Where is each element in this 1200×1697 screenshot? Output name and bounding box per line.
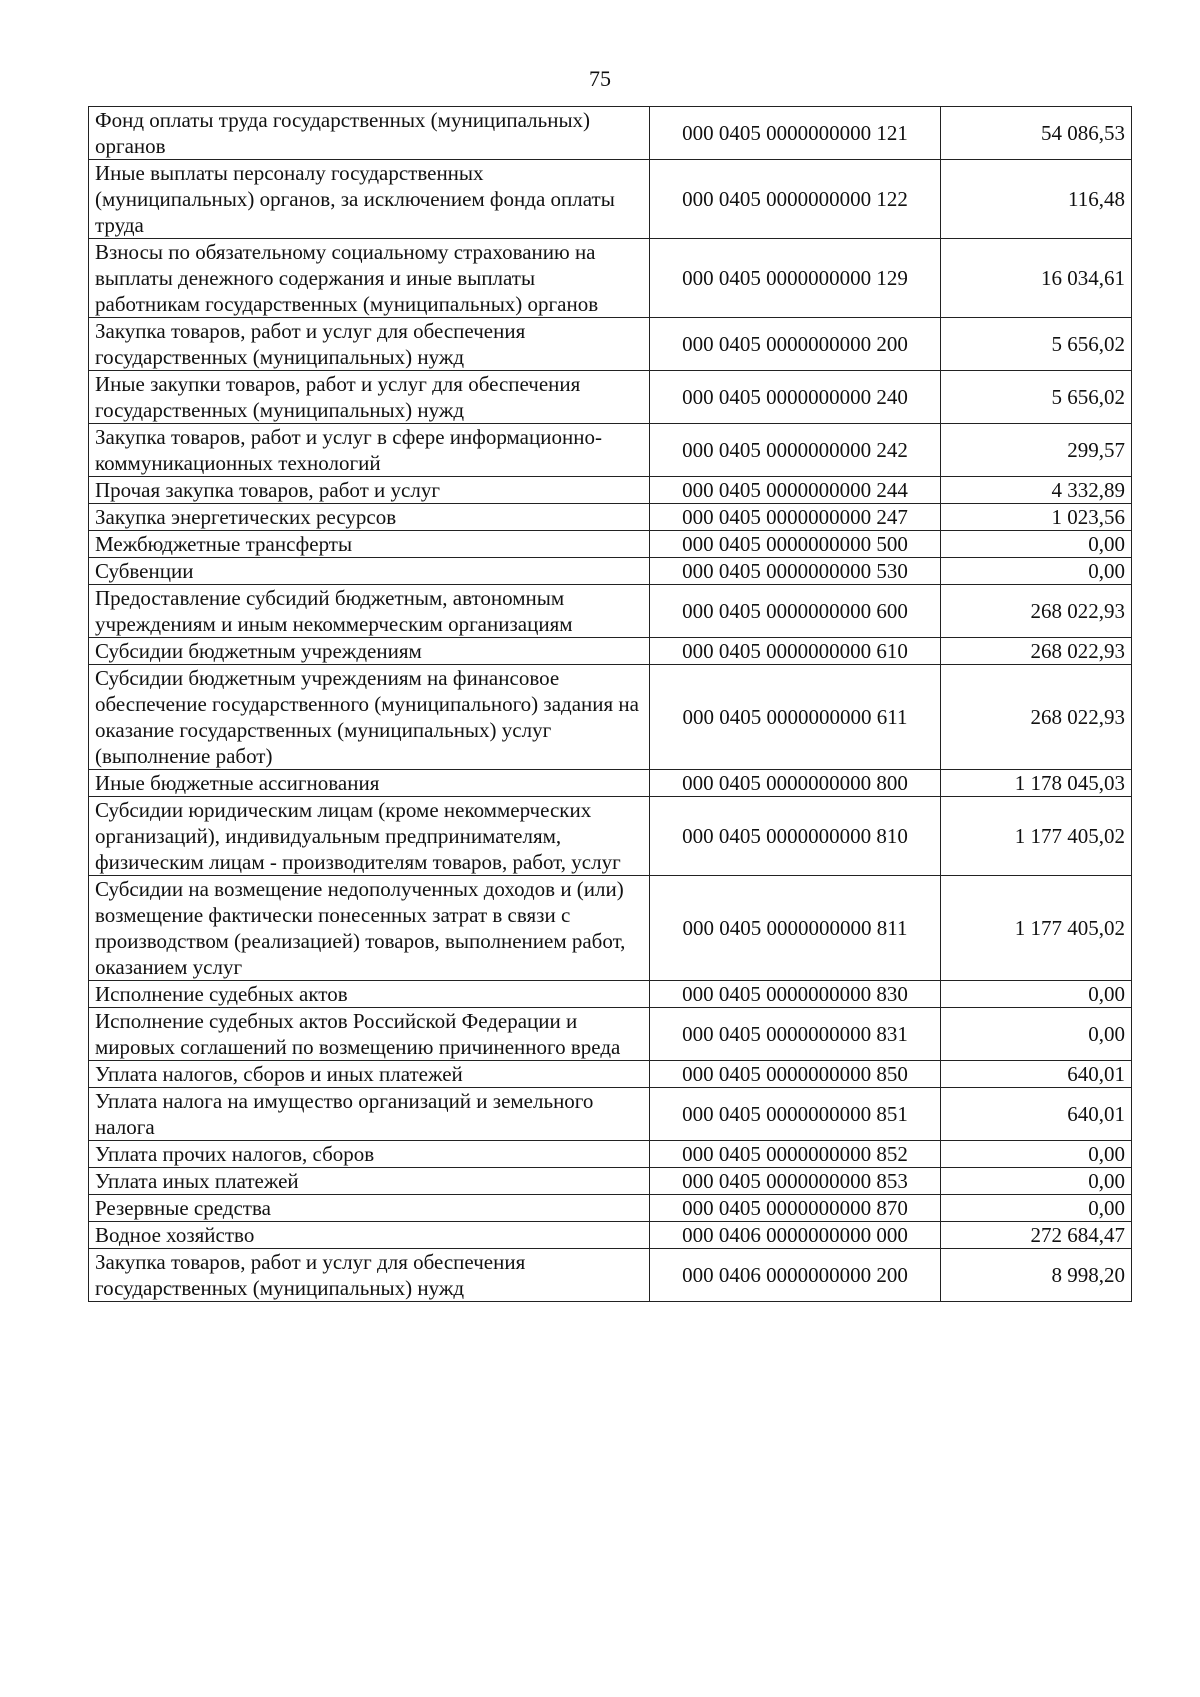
row-code-cell: 000 0405 0000000000 600 bbox=[650, 585, 941, 638]
row-name-cell: Резервные средства bbox=[89, 1195, 650, 1222]
row-name-cell: Прочая закупка товаров, работ и услуг bbox=[89, 477, 650, 504]
row-code-cell: 000 0405 0000000000 870 bbox=[650, 1195, 941, 1222]
row-name-cell: Иные бюджетные ассигнования bbox=[89, 770, 650, 797]
table-row bbox=[89, 160, 1132, 239]
table-row bbox=[89, 1249, 1132, 1302]
row-amount-cell: 640,01 bbox=[941, 1061, 1132, 1088]
table-row bbox=[89, 558, 1132, 585]
table-row bbox=[89, 981, 1132, 1008]
row-name-cell: Закупка товаров, работ и услуг для обеспечения государственных (муниципальных) нужд bbox=[89, 318, 650, 371]
row-code-cell: 000 0405 0000000000 811 bbox=[650, 876, 941, 981]
row-code-cell: 000 0405 0000000000 242 bbox=[650, 424, 941, 477]
row-amount-cell: 116,48 bbox=[941, 160, 1132, 239]
row-amount-cell: 5 656,02 bbox=[941, 318, 1132, 371]
row-amount-cell: 1 178 045,03 bbox=[941, 770, 1132, 797]
row-amount-cell: 0,00 bbox=[941, 1008, 1132, 1061]
row-amount-cell: 54 086,53 bbox=[941, 107, 1132, 160]
row-code-cell: 000 0405 0000000000 247 bbox=[650, 504, 941, 531]
row-name-cell: Фонд оплаты труда государственных (муниципальных) органов bbox=[89, 107, 650, 160]
table-row bbox=[89, 770, 1132, 797]
row-name-cell: Уплата налога на имущество организаций и земельного налога bbox=[89, 1088, 650, 1141]
row-amount-cell: 268 022,93 bbox=[941, 665, 1132, 770]
row-code-cell: 000 0405 0000000000 500 bbox=[650, 531, 941, 558]
table-row bbox=[89, 477, 1132, 504]
row-name-cell: Субсидии на возмещение недополученных доходов и (или) возмещение фактически понесенных затрат в связи с производством (реализацией) товаров, выполнением работ, оказанием услуг bbox=[89, 876, 650, 981]
row-name-cell: Закупка товаров, работ и услуг в сфере информационно-коммуникационных технологий bbox=[89, 424, 650, 477]
row-name-cell: Уплата прочих налогов, сборов bbox=[89, 1141, 650, 1168]
row-code-cell: 000 0405 0000000000 800 bbox=[650, 770, 941, 797]
row-code-cell: 000 0405 0000000000 810 bbox=[650, 797, 941, 876]
row-name-cell: Субсидии юридическим лицам (кроме некоммерческих организаций), индивидуальным предпринимателям, физическим лицам - производителям товаров, работ, услуг bbox=[89, 797, 650, 876]
row-name-cell: Закупка товаров, работ и услуг для обеспечения государственных (муниципальных) нужд bbox=[89, 1249, 650, 1302]
row-code-cell: 000 0405 0000000000 129 bbox=[650, 239, 941, 318]
table-row bbox=[89, 665, 1132, 770]
row-amount-cell: 1 177 405,02 bbox=[941, 876, 1132, 981]
page-number: 75 bbox=[589, 66, 611, 91]
row-code-cell: 000 0405 0000000000 530 bbox=[650, 558, 941, 585]
row-amount-cell: 8 998,20 bbox=[941, 1249, 1132, 1302]
row-name-cell: Водное хозяйство bbox=[89, 1222, 650, 1249]
table-row bbox=[89, 107, 1132, 160]
row-code-cell: 000 0405 0000000000 240 bbox=[650, 371, 941, 424]
table-row bbox=[89, 1168, 1132, 1195]
row-amount-cell: 0,00 bbox=[941, 1141, 1132, 1168]
row-name-cell: Взносы по обязательному социальному страхованию на выплаты денежного содержания и иные выплаты работникам государственных (муниципальных) органов bbox=[89, 239, 650, 318]
table-row bbox=[89, 424, 1132, 477]
row-name-cell: Уплата налогов, сборов и иных платежей bbox=[89, 1061, 650, 1088]
table-row bbox=[89, 585, 1132, 638]
row-code-cell: 000 0405 0000000000 122 bbox=[650, 160, 941, 239]
budget-table bbox=[88, 106, 1132, 1302]
row-name-cell: Исполнение судебных актов bbox=[89, 981, 650, 1008]
table-row bbox=[89, 504, 1132, 531]
row-amount-cell: 640,01 bbox=[941, 1088, 1132, 1141]
row-code-cell: 000 0405 0000000000 610 bbox=[650, 638, 941, 665]
table-row bbox=[89, 318, 1132, 371]
row-amount-cell: 0,00 bbox=[941, 1195, 1132, 1222]
row-name-cell: Субсидии бюджетным учреждениям на финансовое обеспечение государственного (муниципального) задания на оказание государственных (муниципальных) услуг (выполнение работ) bbox=[89, 665, 650, 770]
table-row bbox=[89, 1061, 1132, 1088]
table-row bbox=[89, 531, 1132, 558]
row-code-cell: 000 0405 0000000000 852 bbox=[650, 1141, 941, 1168]
row-code-cell: 000 0406 0000000000 000 bbox=[650, 1222, 941, 1249]
row-code-cell: 000 0405 0000000000 830 bbox=[650, 981, 941, 1008]
row-code-cell: 000 0405 0000000000 831 bbox=[650, 1008, 941, 1061]
row-name-cell: Иные выплаты персоналу государственных (муниципальных) органов, за исключением фонда оплаты труда bbox=[89, 160, 650, 239]
row-name-cell: Межбюджетные трансферты bbox=[89, 531, 650, 558]
row-amount-cell: 0,00 bbox=[941, 531, 1132, 558]
row-amount-cell: 299,57 bbox=[941, 424, 1132, 477]
row-name-cell: Предоставление субсидий бюджетным, автономным учреждениям и иным некоммерческим организациям bbox=[89, 585, 650, 638]
row-amount-cell: 1 023,56 bbox=[941, 504, 1132, 531]
row-code-cell: 000 0406 0000000000 200 bbox=[650, 1249, 941, 1302]
row-code-cell: 000 0405 0000000000 244 bbox=[650, 477, 941, 504]
row-name-cell: Иные закупки товаров, работ и услуг для обеспечения государственных (муниципальных) нужд bbox=[89, 371, 650, 424]
row-amount-cell: 16 034,61 bbox=[941, 239, 1132, 318]
row-amount-cell: 4 332,89 bbox=[941, 477, 1132, 504]
row-amount-cell: 0,00 bbox=[941, 1168, 1132, 1195]
table-row bbox=[89, 1008, 1132, 1061]
row-name-cell: Субсидии бюджетным учреждениям bbox=[89, 638, 650, 665]
table-row bbox=[89, 876, 1132, 981]
row-code-cell: 000 0405 0000000000 850 bbox=[650, 1061, 941, 1088]
row-amount-cell: 268 022,93 bbox=[941, 638, 1132, 665]
table-row bbox=[89, 1141, 1132, 1168]
table-row bbox=[89, 1088, 1132, 1141]
row-code-cell: 000 0405 0000000000 853 bbox=[650, 1168, 941, 1195]
table-row bbox=[89, 797, 1132, 876]
row-code-cell: 000 0405 0000000000 611 bbox=[650, 665, 941, 770]
row-amount-cell: 0,00 bbox=[941, 558, 1132, 585]
table-row bbox=[89, 638, 1132, 665]
row-name-cell: Уплата иных платежей bbox=[89, 1168, 650, 1195]
row-code-cell: 000 0405 0000000000 200 bbox=[650, 318, 941, 371]
row-amount-cell: 0,00 bbox=[941, 981, 1132, 1008]
table-row bbox=[89, 371, 1132, 424]
row-amount-cell: 1 177 405,02 bbox=[941, 797, 1132, 876]
table-row bbox=[89, 1195, 1132, 1222]
table-row bbox=[89, 1222, 1132, 1249]
row-name-cell: Субвенции bbox=[89, 558, 650, 585]
table-row bbox=[89, 239, 1132, 318]
row-code-cell: 000 0405 0000000000 851 bbox=[650, 1088, 941, 1141]
row-amount-cell: 5 656,02 bbox=[941, 371, 1132, 424]
table-body bbox=[89, 107, 1132, 1302]
row-amount-cell: 272 684,47 bbox=[941, 1222, 1132, 1249]
row-code-cell: 000 0405 0000000000 121 bbox=[650, 107, 941, 160]
row-name-cell: Закупка энергетических ресурсов bbox=[89, 504, 650, 531]
row-name-cell: Исполнение судебных актов Российской Федерации и мировых соглашений по возмещению причиненного вреда bbox=[89, 1008, 650, 1061]
row-amount-cell: 268 022,93 bbox=[941, 585, 1132, 638]
